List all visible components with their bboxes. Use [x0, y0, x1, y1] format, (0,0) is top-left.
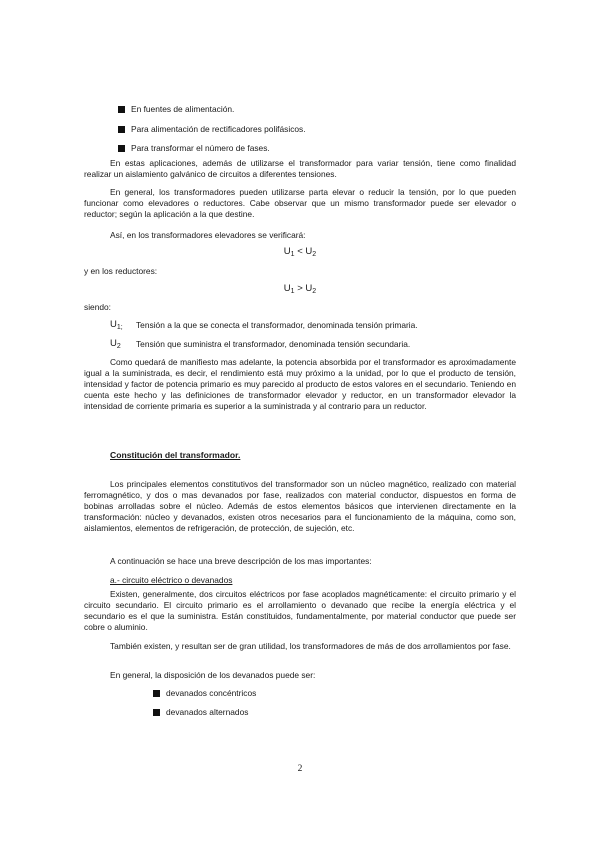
section-heading: Constitución del transformador. — [110, 450, 241, 460]
paragraph: En general, los transformadores pueden utilizarse parta elevar o reducir la tensión, por lo que pueden funcionar como elevadores o reductores. Cabe observar que un mismo transformador puede ser elevador o reductor; según la aplicación a la que destine. — [84, 187, 516, 219]
square-bullet-icon — [118, 126, 125, 133]
square-bullet-icon — [153, 690, 160, 697]
paragraph: Existen, generalmente, dos circuitos eléctricos por fase acoplados magnéticamente: el circuito primario y el circuito secundario. El circuito primario es el arrollamiento o devanado que recibe la energía eléctrica y el secundario es el que la suministra. Están constituidos, fundamentalmente, por material conductor que puede ser cobre o aluminio. — [84, 589, 516, 632]
square-bullet-icon — [153, 709, 160, 716]
list-item: devanados alternados — [153, 707, 248, 718]
list-item: Para transformar el número de fases. — [118, 143, 270, 154]
square-bullet-icon — [118, 145, 125, 152]
list-item: En fuentes de alimentación. — [118, 104, 234, 115]
paragraph: siendo: — [84, 302, 112, 312]
paragraph: A continuación se hace una breve descripción de los mas importantes: — [110, 556, 372, 566]
list-item: Para alimentación de rectificadores polifásicos. — [118, 124, 306, 135]
paragraph: También existen, y resultan ser de gran utilidad, los transformadores de más de dos arrollamientos por fase. — [110, 641, 511, 651]
definition-symbol: $U_2$ — [110, 338, 121, 350]
list-item: devanados concéntricos — [153, 688, 256, 699]
definition-symbol: $U_{1;}$ — [110, 319, 123, 331]
definition-text: Tensión a la que se conecta el transformador, denominada tensión primaria. — [136, 320, 418, 330]
definition-text: Tensión que suministra el transformador, denominada tensión secundaria. — [136, 339, 411, 349]
paragraph: Como quedará de manifiesto mas adelante, la potencia absorbida por el transformador es aproximadamente igual a la suministrada, es decir, el rendimiento está muy próximo a la unidad, por lo que el producto de tensión, intensidad y factor de potencia primario es muy parecido al producto de estos valores en el secundario. Teniendo en cuenta este hecho y las definiciones de transformador elevador y reductor, en un transformador elevador la intensidad de corriente primaria es superior a la suministrada y al contrario para un reductor. — [84, 357, 516, 411]
formula-step-down: $U_1 > U_2$ — [283, 283, 317, 295]
paragraph: En estas aplicaciones, además de utilizarse el transformador para variar tensión, tiene como finalidad realizar un aislamiento galvánico de circuitos a diferentes tensiones. — [84, 158, 516, 179]
formula-step-up: $U_1 < U_2$ — [283, 246, 317, 258]
paragraph: Los principales elementos constitutivos del transformador son un núcleo magnético, realizado con material ferromagnético, y dos o mas devanados por fase, realizados con material conductor, dispuestos en forma de bobinas arrolladas sobre el núcleo. Además de estos elementos básicos que intervienen directamente en la transformación: núcleo y devanados, existen otros necesarios para el funcionamiento de la máquina, como son, aislamientos, elementos de refrigeración, de protección, de sujeción, etc. — [84, 479, 516, 533]
page-number: 2 — [297, 764, 303, 774]
subsection-heading: a.- circuito eléctrico o devanados — [110, 575, 233, 585]
paragraph: y en los reductores: — [84, 266, 158, 276]
paragraph: Así, en los transformadores elevadores se verificará: — [110, 230, 306, 240]
square-bullet-icon — [118, 106, 125, 113]
paragraph: En general, la disposición de los devanados puede ser: — [110, 670, 316, 680]
